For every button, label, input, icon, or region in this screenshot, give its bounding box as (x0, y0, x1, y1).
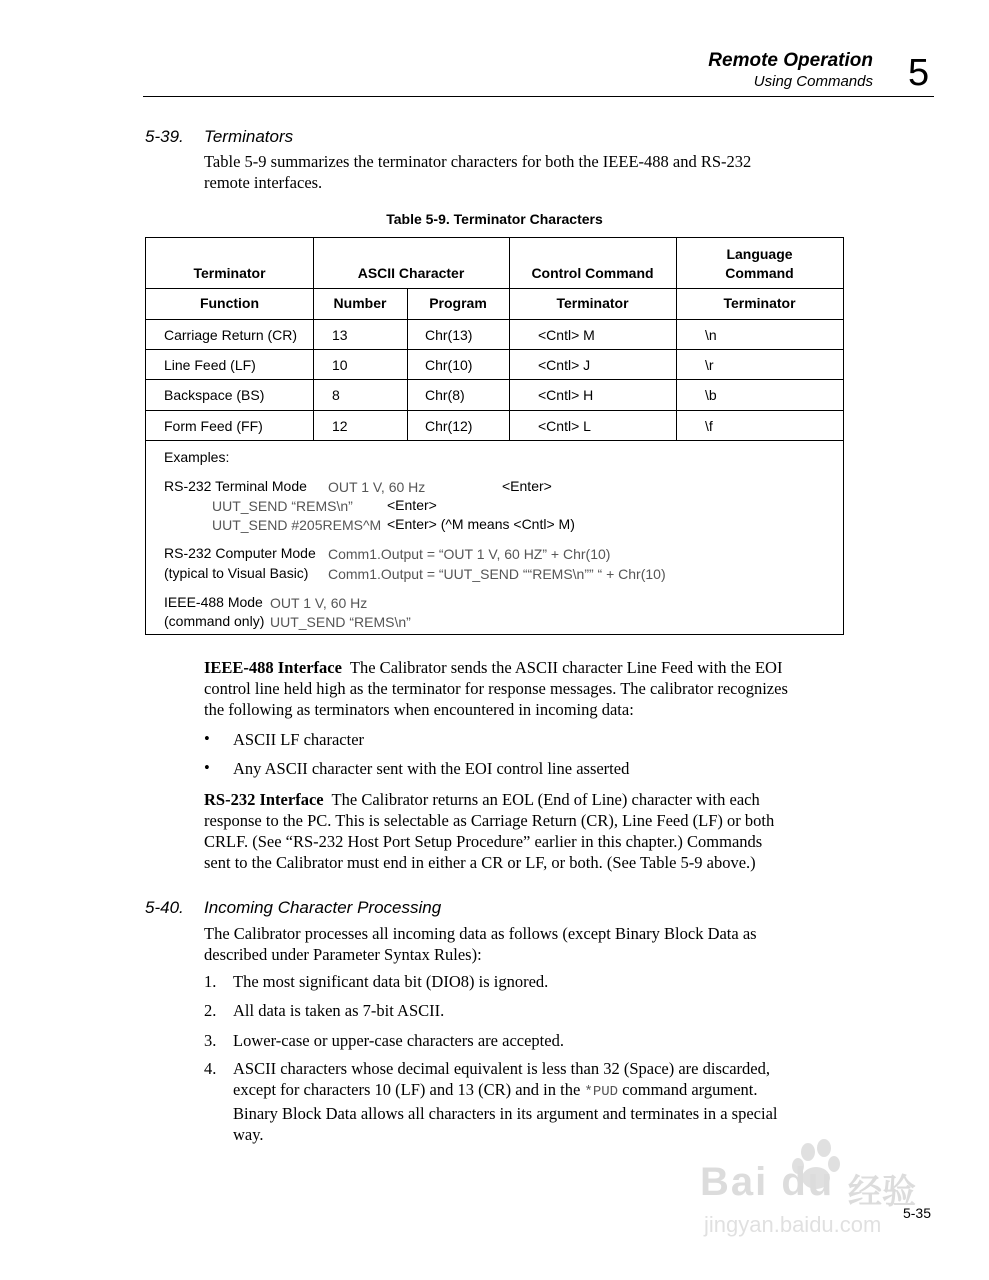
rs232-paragraph (204, 789, 844, 873)
subheader-terminator: Terminator (556, 295, 629, 311)
list-item: All data is taken as 7-bit ASCII. (233, 1001, 445, 1020)
example-command: OUT 1 V, 60 Hz (270, 595, 368, 611)
bullet-item: ASCII LF character (233, 730, 365, 749)
bullet-item: Any ASCII character sent with the EOI control line asserted (233, 759, 630, 778)
paragraph-lead: RS-232 Interface (204, 790, 324, 809)
table-cell: Form Feed (FF) (164, 418, 263, 434)
intro-line: described under Parameter Syntax Rules): (204, 945, 482, 964)
terminator-table (145, 237, 844, 635)
section-title: Incoming Character Processing (204, 898, 442, 917)
table-rule (146, 319, 843, 320)
table-cell: <Cntl> M (538, 327, 595, 343)
paragraph-text: the following as terminators when encountered in incoming data: (204, 700, 634, 719)
table-cell: \n (705, 327, 717, 343)
table-cell: 13 (332, 327, 348, 343)
header-ascii-character: ASCII Character (357, 265, 465, 281)
table-cell: Chr(10) (425, 357, 473, 373)
list-item: The most significant data bit (DIO8) is ignored. (233, 972, 549, 991)
table-cell: \r (705, 357, 714, 373)
example-command: Comm1.Output = “UUT_SEND ““REMS\n”” “ + Chr(10) (328, 566, 666, 582)
subheader-function: Function (199, 295, 260, 311)
paragraph-lead: IEEE-488 Interface (204, 658, 342, 677)
page-number: 5-35 (902, 1205, 931, 1221)
bullet-icon: • (204, 729, 210, 748)
example-enter: <Enter> (387, 497, 437, 513)
table-caption: Table 5-9. Terminator Characters (386, 211, 603, 227)
example-enter: <Enter> (502, 478, 552, 494)
intro-line: The Calibrator processes all incoming data as follows (except Binary Block Data as (204, 924, 757, 943)
header-rule (143, 96, 934, 97)
table-cell: 12 (332, 418, 348, 434)
intro-line: remote interfaces. (204, 173, 323, 192)
table-cell: <Cntl> L (538, 418, 591, 434)
ieee-paragraph (204, 657, 844, 720)
chapter-number: 5 (908, 52, 930, 94)
inline-code: *PUD (584, 1084, 619, 1100)
example-command: OUT 1 V, 60 Hz (328, 479, 426, 495)
section-title: Terminators (204, 127, 294, 146)
examples-label: Examples: (164, 449, 230, 465)
watermark-brand: Bai du (700, 1160, 835, 1204)
paragraph-text: The Calibrator sends the ASCII character Line Feed with the EOI (341, 658, 783, 677)
example-label: (typical to Visual Basic) (164, 565, 309, 581)
subheader-terminator: Terminator (723, 295, 796, 311)
header-terminator: Terminator (193, 265, 266, 281)
table-rule (146, 379, 843, 380)
watermark-brand-cn: 经验 (848, 1173, 916, 1211)
table-cell: \f (705, 418, 713, 434)
table-cell: Chr(12) (425, 418, 473, 434)
list-number: 2. (204, 1001, 217, 1020)
list-item-line: way. (233, 1125, 264, 1144)
header-command: Command (725, 265, 794, 281)
example-label: RS-232 Computer Mode (164, 545, 316, 561)
table-rule (146, 410, 843, 411)
table-cell: <Cntl> J (538, 357, 591, 373)
intro-line: Table 5-9 summarizes the terminator characters for both the IEEE-488 and RS-232 (204, 152, 752, 171)
table-rule (146, 440, 843, 441)
table-cell: Backspace (BS) (164, 387, 265, 403)
example-enter: <Enter> (^M means <Cntl> M) (387, 516, 575, 532)
table-cell: \b (705, 387, 717, 403)
list-number: 4. (204, 1059, 217, 1078)
paragraph-text: response to the PC. This is selectable as Carriage Return (CR), Line Feed (LF) or both (204, 811, 775, 830)
list-item-line: ASCII characters whose decimal equivalent is less than 32 (Space) are discarded, (233, 1059, 770, 1078)
table-cell: 8 (332, 387, 340, 403)
example-label: IEEE-488 Mode (164, 594, 263, 610)
header-control-command: Control Command (531, 265, 654, 281)
baidu-watermark (700, 1130, 930, 1250)
table-rule (146, 288, 843, 289)
list-item: Lower-case or upper-case characters are accepted. (233, 1031, 564, 1050)
table-cell: 10 (332, 357, 348, 373)
watermark-url: jingyan.baidu.com (704, 1212, 882, 1237)
example-command: Comm1.Output = “OUT 1 V, 60 HZ” + Chr(10) (328, 546, 611, 562)
table-cell: Chr(13) (425, 327, 473, 343)
table-cell: Line Feed (LF) (164, 357, 256, 373)
bullet-icon: • (204, 758, 210, 777)
section-number: 5-40. (145, 898, 184, 917)
example-command: UUT_SEND “REMS\n” (212, 498, 353, 514)
list-item-line: Binary Block Data allows all characters in its argument and terminates in a special (233, 1104, 778, 1123)
subheader-number: Number (333, 295, 387, 311)
section-intro (204, 923, 844, 965)
subheader-program: Program (429, 295, 487, 311)
running-header-subtitle: Using Commands (753, 73, 873, 90)
table-cell: Chr(8) (425, 387, 465, 403)
example-command: UUT_SEND #205REMS^M (212, 517, 382, 533)
list-item-line: command argument. (618, 1080, 758, 1099)
paragraph-text: The Calibrator returns an EOL (End of Line) character with each (323, 790, 760, 809)
example-label: RS-232 Terminal Mode (164, 478, 307, 494)
running-header-title: Remote Operation (708, 50, 873, 71)
list-number: 3. (204, 1031, 217, 1050)
example-command: UUT_SEND “REMS\n” (270, 614, 411, 630)
header-language: Language (726, 246, 793, 262)
table-cell: Carriage Return (CR) (164, 327, 298, 343)
table-cell: <Cntl> H (538, 387, 594, 403)
table-rule (146, 349, 843, 350)
paragraph-text: CRLF. (See “RS-232 Host Port Setup Procedure” earlier in this chapter.) Commands (204, 832, 763, 851)
section-number: 5-39. (145, 127, 184, 146)
list-number: 1. (204, 972, 217, 991)
section-intro (204, 151, 844, 193)
paragraph-text: sent to the Calibrator must end in either a CR or LF, or both. (See Table 5-9 above.) (204, 853, 756, 872)
list-item-line: except for characters 10 (LF) and 13 (CR) and in the (233, 1080, 585, 1099)
paragraph-text: control line held high as the terminator for response messages. The calibrator recognizes (204, 679, 788, 698)
example-label: (command only) (164, 613, 265, 629)
